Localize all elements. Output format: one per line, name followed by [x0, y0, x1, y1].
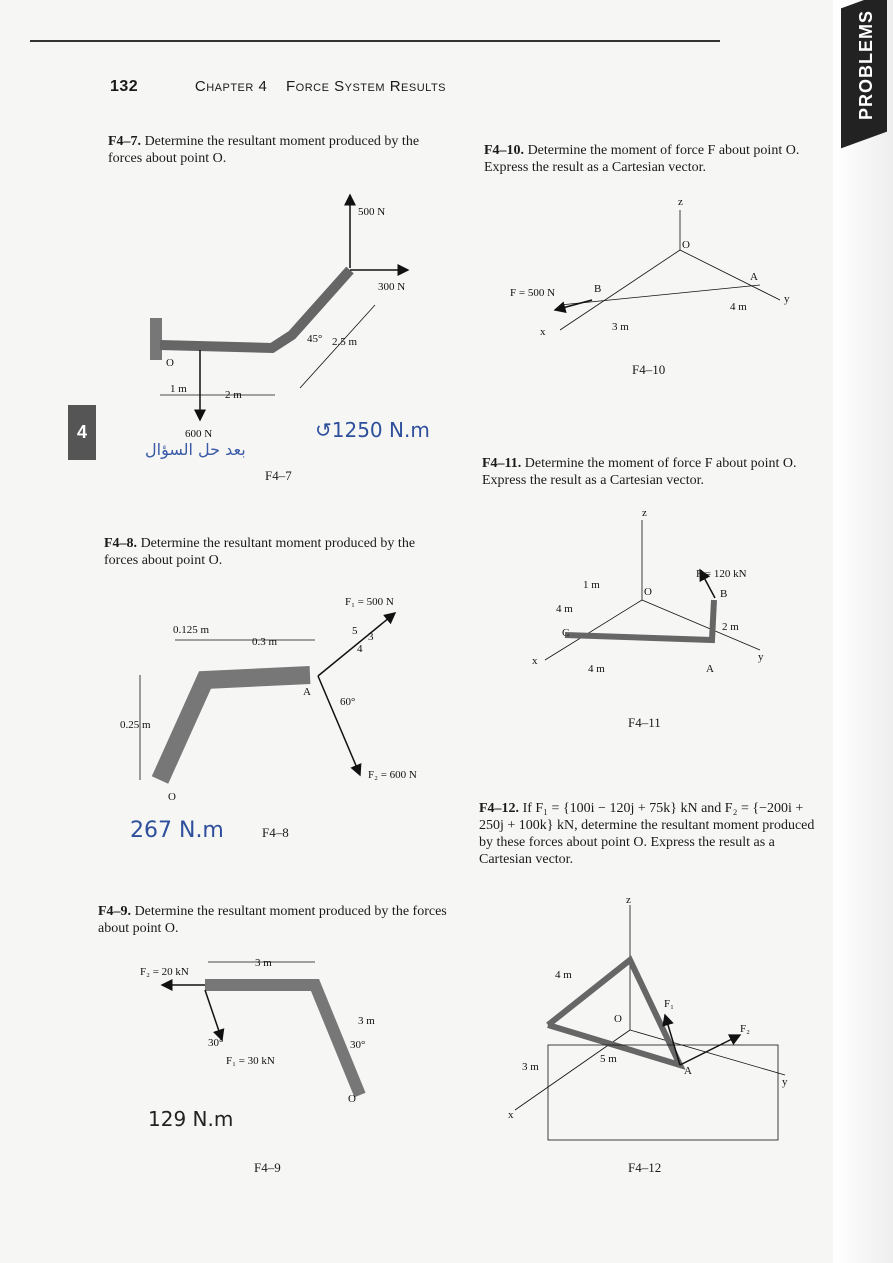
f412-force-f2-arrow: [680, 1035, 740, 1065]
figure-f4-10: [510, 196, 790, 338]
f410-label-3m: 3 m: [612, 321, 629, 333]
f411-label-y: y: [758, 651, 764, 663]
f411-label-o: O: [644, 586, 652, 598]
figure-f4-9: [140, 957, 375, 1105]
figure-f4-7: [150, 195, 408, 440]
f49-label-3m-v: 3 m: [358, 1015, 375, 1027]
f47-label-300: 300 N: [378, 281, 406, 293]
f47-label-500: 500 N: [358, 206, 386, 218]
f47-label-angle: 45°: [307, 333, 323, 345]
f410-label-f: F = 500 N: [510, 287, 556, 299]
problem-f4-8-text: Determine the resultant moment produced by the forces about point O.: [104, 536, 416, 568]
f410-label-4m: 4 m: [730, 301, 747, 313]
figure-f4-12: [508, 894, 788, 1140]
f411-label-z: z: [642, 507, 647, 519]
f410-label-a: A: [750, 271, 758, 283]
f49-label-30b: 30°: [350, 1039, 366, 1051]
f47-label-600: 600 N: [185, 428, 213, 440]
f49-label-3m-h: 3 m: [255, 957, 272, 969]
f411-label-2m: 2 m: [722, 621, 739, 633]
f412-label-x: x: [508, 1109, 514, 1121]
section-title: Force System Results: [286, 78, 446, 95]
f47-label-o: O: [166, 357, 174, 369]
problem-f4-7-text: Determine the resultant moment produced by the forces about point O.: [108, 134, 420, 166]
caption-f4-7: F4–7: [265, 468, 292, 483]
f412-label-5m: 5 m: [600, 1053, 617, 1065]
figure-f4-11: [532, 507, 764, 675]
problem-f4-12-id: F4–12.: [479, 801, 520, 816]
f410-label-b: B: [594, 283, 602, 295]
f48-label-a: A: [303, 686, 311, 698]
f411-label-c: C: [562, 627, 570, 639]
f49-label-o: O: [348, 1093, 356, 1105]
f48-label-0125: 0.125 m: [173, 624, 210, 636]
caption-f4-12: F4–12: [628, 1160, 662, 1175]
chapter-side-tab: 4: [68, 405, 96, 460]
problem-f4-11-id: F4–11.: [482, 456, 522, 471]
f410-x-axis: [560, 250, 680, 330]
problem-f4-10-text: Determine the moment of force F about point O. Express the result as a Cartesian vector.: [484, 143, 800, 175]
f48-label-o: O: [168, 791, 176, 803]
f47-wall-support: [150, 318, 162, 360]
f411-pipe: [565, 600, 714, 640]
f48-bent-member: [160, 675, 310, 780]
handwritten-answer-f4-7: ↺1250 N.m: [315, 418, 430, 442]
chapter-label: Chapter 4: [194, 78, 268, 95]
f412-label-y: y: [782, 1076, 788, 1088]
f48-label-f2: F₂ = 600 N: [368, 769, 417, 781]
problem-f4-9-text: Determine the resultant moment produced by the forces about point O.: [98, 904, 447, 936]
f48-label-60: 60°: [340, 696, 356, 708]
f49-force-f1-arrow: [205, 990, 222, 1040]
f49-bent-member: [205, 985, 360, 1095]
f412-label-o: O: [614, 1013, 622, 1025]
f412-label-f2: F₂: [740, 1023, 750, 1035]
f47-label-2m: 2 m: [225, 389, 242, 401]
f410-y-axis: [680, 250, 780, 300]
problem-f4-10-id: F4–10.: [484, 143, 525, 158]
f412-label-4m: 4 m: [555, 969, 572, 981]
f412-label-a: A: [684, 1065, 692, 1077]
f47-label-25: 2.5 m: [332, 336, 358, 348]
handwritten-answer-f4-9: 129 N.m: [148, 1107, 234, 1131]
caption-f4-8: F4–8: [262, 825, 289, 840]
problem-f4-8-id: F4–8.: [104, 536, 138, 551]
f48-force-f2-arrow: [318, 676, 360, 775]
problem-f4-7-id: F4–7.: [108, 134, 142, 149]
f411-label-b: B: [720, 588, 728, 600]
f411-label-a: A: [706, 663, 714, 675]
figure-f4-8: [120, 596, 417, 803]
f48-label-r5: 5: [352, 625, 358, 637]
f412-label-3m: 3 m: [522, 1061, 539, 1073]
f410-label-y: y: [784, 293, 790, 305]
f47-label-1m: 1 m: [170, 383, 187, 395]
f410-label-x: x: [540, 326, 546, 338]
f411-label-4m-b: 4 m: [588, 663, 605, 675]
caption-f4-10: F4–10: [632, 362, 666, 377]
caption-f4-9: F4–9: [254, 1160, 281, 1175]
f48-label-03: 0.3 m: [252, 636, 278, 648]
problems-tab-label: PROBLEMS: [856, 10, 876, 121]
problem-f4-9-id: F4–9.: [98, 904, 132, 919]
f411-label-1m: 1 m: [583, 579, 600, 591]
f410-label-o: O: [682, 239, 690, 251]
f49-label-f1: F₁ = 30 kN: [226, 1055, 275, 1067]
f48-label-r4: 4: [357, 643, 363, 655]
f412-label-z: z: [626, 894, 631, 906]
f49-label-f2: F₂ = 20 kN: [140, 966, 189, 978]
f411-label-x: x: [532, 655, 538, 667]
f411-label-4m: 4 m: [556, 603, 573, 615]
f410-label-z: z: [678, 196, 683, 208]
handwritten-answer-f4-8: 267 N.m: [130, 818, 224, 843]
caption-f4-11: F4–11: [628, 715, 661, 730]
f412-y-axis: [630, 1030, 785, 1075]
page-number: 132: [110, 78, 139, 95]
f49-label-30a: 30°: [208, 1037, 224, 1049]
handwritten-arabic-note: بعد حل السؤال: [145, 440, 246, 459]
f412-label-f1: F₁: [664, 998, 674, 1010]
f48-label-f1: F₁ = 500 N: [345, 596, 394, 608]
problem-f4-12-text: If F₁ = {100i − 120j + 75k} kN and F₂ = {−200i + 250j + 100k} kN, determine the resultant moment produced by these forces about point O. Express the result as a Cartesian vector.: [479, 801, 815, 867]
problem-f4-11-text: Determine the moment of force F about point O. Express the result as a Cartesian vector.: [482, 456, 797, 488]
f48-label-025: 0.25 m: [120, 719, 151, 731]
f411-label-f: F = 120 kN: [696, 568, 747, 580]
f48-label-r3: 3: [368, 631, 374, 643]
